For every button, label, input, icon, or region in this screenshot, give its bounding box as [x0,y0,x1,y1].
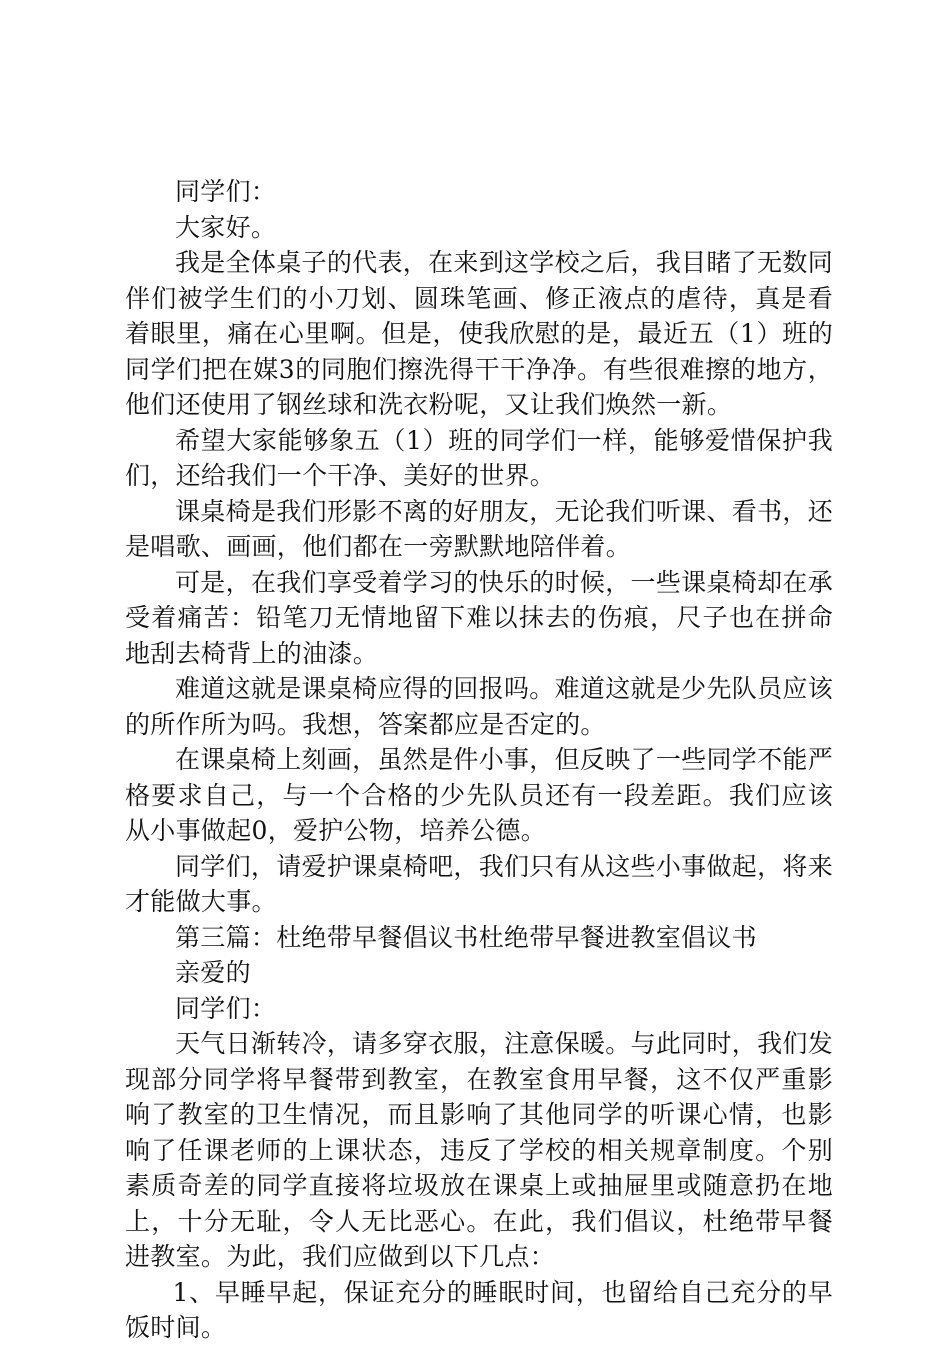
body-paragraph: 希望大家能够象五（1）班的同学们一样，能够爱惜保护我们，还给我们一个干净、美好的世界。 [125,425,833,490]
body-paragraph: 我是全体桌子的代表，在来到这学校之后，我目睹了无数同伴们被学生们的小刀划、圆珠笔画、修正液点的虐待，真是看着眼里，痛在心里啊。但是，使我欣慰的是，最近五（1）班的同学们把在媒3的同胞们擦洗得干干净净。有些很难擦的地方，他们还使用了钢丝球和洗衣粉呢，又让我们焕然一新。 [125,248,833,419]
body-paragraph: 可是，在我们享受着学习的快乐的时候，一些课桌椅却在承受着痛苦：铅笔刀无情地留下难以抹去的伤痕，尺子也在拼命地刮去椅背上的油漆。 [125,567,833,668]
body-paragraph: 天气日渐转冷，请多穿衣服，注意保暖。与此同时，我们发现部分同学将早餐带到教室，在教室食用早餐，这不仅严重影响了教室的卫生情况，而且影响了其他同学的听课心情，也影响了任课老师的上课状态，违反了学校的相关规章制度。个别素质奇差的同学直接将垃圾放在课桌上或抽屉里或随意扔在地上，十分无耻，令人无比恶心。在此，我们倡议，杜绝带早餐进教室。为此，我们应做到以下几点： [125,1029,833,1271]
salutation-line: 大家好。 [175,212,277,242]
body-paragraph: 难道这就是课桌椅应得的回报吗。难道这就是少先队员应该的所作所为吗。我想，答案都应是否定的。 [125,674,833,739]
body-paragraph: 课桌椅是我们形影不离的好朋友，无论我们听课、看书，还是唱歌、画画，他们都在一旁默默地陪伴着。 [125,496,833,561]
greeting-line: 同学们： [175,993,277,1023]
body-paragraph: 在课桌椅上刻画，虽然是件小事，但反映了一些同学不能严格要求自己，与一个合格的少先队员还有一段差距。我们应该从小事做起0，爱护公物，培养公德。 [125,745,833,845]
greeting-line: 亲爱的 [175,958,251,987]
document-body [125,174,833,1346]
list-item: 1、早睡早起，保证充分的睡眠时间，也留给自己充分的早饭时间。 [125,1277,833,1342]
greeting-line: 同学们： [175,177,277,206]
body-paragraph: 同学们，请爱护课桌椅吧，我们只有从这些小事做起，将来才能做大事。 [125,851,833,916]
section-heading: 第三篇：杜绝带早餐倡议书杜绝带早餐进教室倡议书 [175,922,757,952]
